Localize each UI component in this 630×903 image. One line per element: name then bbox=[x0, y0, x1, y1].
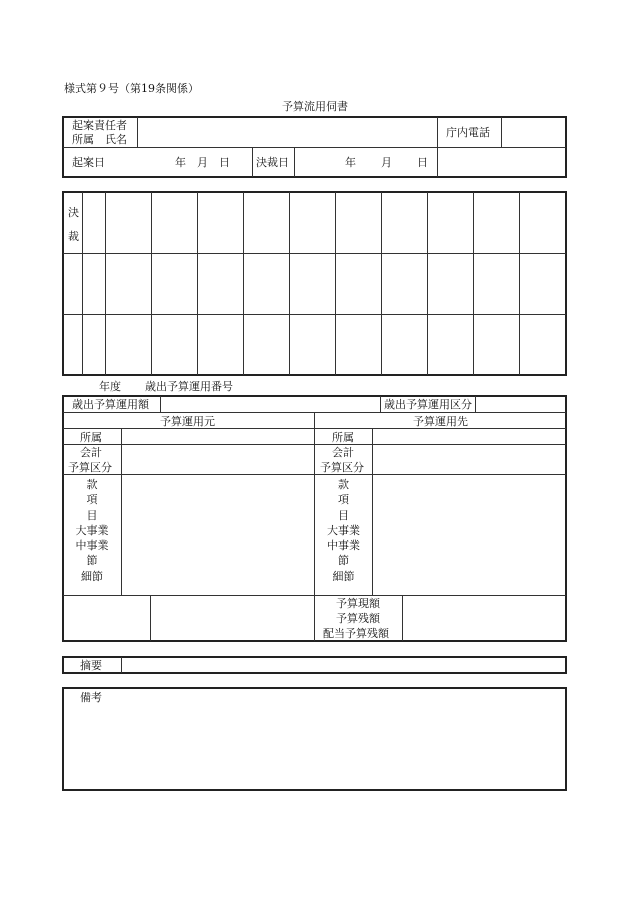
phone-right-divider bbox=[501, 117, 502, 147]
allocated-remaining-label: 配当予算残額 bbox=[323, 627, 389, 640]
header-row-divider bbox=[63, 428, 566, 429]
dest-label-divider bbox=[372, 429, 373, 595]
remarks-label: 備考 bbox=[80, 691, 102, 704]
draft-date-fields[interactable]: 年 月 日 bbox=[175, 156, 230, 169]
approval-col bbox=[289, 192, 290, 375]
source-dept-divider bbox=[63, 444, 314, 445]
drafter-label-line2: 所属 氏名 bbox=[72, 133, 127, 146]
dest-items-field[interactable] bbox=[374, 476, 565, 594]
dest-category-divider bbox=[315, 474, 566, 475]
amount-label: 歳出予算運用額 bbox=[72, 398, 149, 411]
dest-item-setsu: 節 bbox=[338, 554, 349, 568]
decision-label-divider bbox=[294, 148, 295, 177]
decision-month[interactable]: 月 bbox=[381, 156, 392, 169]
source-account-field[interactable] bbox=[123, 446, 313, 473]
source-items-field[interactable] bbox=[123, 476, 313, 594]
fiscal-year-label: 年度 bbox=[99, 380, 121, 393]
approval-col bbox=[381, 192, 382, 375]
source-category-divider bbox=[63, 474, 314, 475]
dest-dept-field[interactable] bbox=[374, 430, 565, 443]
remarks-box[interactable] bbox=[62, 687, 567, 791]
dest-item-saisetsu: 細節 bbox=[332, 569, 355, 583]
budget-number-label: 歳出予算運用番号 bbox=[145, 380, 233, 393]
source-account-label: 会計 bbox=[80, 446, 102, 459]
source-label-divider bbox=[121, 429, 122, 595]
approval-col bbox=[473, 192, 474, 375]
approval-row-divider-2 bbox=[63, 314, 566, 315]
draft-date-label: 起案日 bbox=[72, 156, 105, 169]
source-budget-category-label: 予算区分 bbox=[68, 461, 112, 474]
dest-item-medium-project: 中事業 bbox=[327, 539, 360, 553]
amount-label-divider bbox=[160, 396, 161, 412]
budget-remaining-label: 予算残額 bbox=[336, 612, 380, 625]
category-left-divider bbox=[380, 396, 381, 412]
source-dept-label: 所属 bbox=[80, 431, 102, 444]
drafter-label-line1: 起案責任者 bbox=[72, 119, 127, 132]
dest-account-label: 会計 bbox=[332, 446, 354, 459]
approval-col bbox=[519, 192, 520, 375]
form-title: 予算流用伺書 bbox=[282, 100, 348, 113]
summary-label: 摘要 bbox=[80, 659, 102, 672]
phone-left-divider bbox=[437, 117, 438, 177]
source-item-setsu: 節 bbox=[86, 554, 98, 568]
source-header: 予算運用元 bbox=[160, 415, 215, 428]
budget-current-label: 予算現額 bbox=[336, 597, 380, 610]
source-dept-field[interactable] bbox=[123, 430, 313, 443]
amount-field[interactable] bbox=[162, 397, 378, 411]
dest-dept-divider bbox=[315, 444, 566, 445]
bottom-mid-divider bbox=[314, 596, 315, 641]
drafter-name-field[interactable] bbox=[139, 118, 436, 146]
dest-header: 予算運用先 bbox=[413, 415, 468, 428]
budget-amounts-field[interactable] bbox=[404, 597, 565, 640]
source-items bbox=[63, 477, 121, 584]
dest-budget-category-label: 予算区分 bbox=[320, 461, 364, 474]
decision-day[interactable]: 日 bbox=[417, 156, 428, 169]
category-label: 歳出予算運用区分 bbox=[384, 398, 472, 411]
approval-col bbox=[335, 192, 336, 375]
dest-items bbox=[315, 477, 372, 584]
dest-item-kou: 項 bbox=[338, 493, 349, 507]
approval-label-char2: 裁 bbox=[68, 230, 79, 243]
dest-dept-label: 所属 bbox=[332, 431, 354, 444]
approval-col bbox=[243, 192, 244, 375]
phone-label: 庁内電話 bbox=[446, 126, 490, 139]
approval-col bbox=[151, 192, 152, 375]
source-item-large-project: 大事業 bbox=[75, 523, 109, 537]
approval-label-char1: 決 bbox=[68, 206, 79, 219]
approval-col bbox=[427, 192, 428, 375]
approval-col bbox=[105, 192, 106, 375]
category-field[interactable] bbox=[477, 397, 565, 411]
approval-row-divider-1 bbox=[63, 253, 566, 254]
decision-year[interactable]: 年 bbox=[345, 156, 356, 169]
dest-item-kan: 款 bbox=[338, 478, 349, 491]
bottom-left-divider bbox=[150, 596, 151, 641]
source-item-moku: 目 bbox=[86, 508, 98, 522]
approval-table bbox=[62, 191, 567, 376]
summary-field[interactable] bbox=[123, 658, 565, 672]
dest-item-moku: 目 bbox=[338, 508, 349, 522]
phone-field[interactable] bbox=[503, 118, 565, 146]
dest-account-field[interactable] bbox=[374, 446, 565, 473]
category-right-divider bbox=[475, 396, 476, 412]
drafter-label-divider bbox=[137, 117, 138, 147]
dest-item-large-project: 大事業 bbox=[327, 523, 360, 537]
approval-col bbox=[82, 192, 83, 375]
source-item-medium-project: 中事業 bbox=[75, 539, 109, 553]
summary-label-divider bbox=[121, 657, 122, 673]
source-item-kan: 款 bbox=[86, 478, 98, 491]
form-number: 様式第９号（第19条関係） bbox=[64, 82, 199, 95]
source-item-kou: 項 bbox=[86, 493, 98, 507]
decision-date-label: 決裁日 bbox=[256, 156, 289, 169]
drafter-table-divider bbox=[63, 147, 566, 148]
bottom-label-divider bbox=[402, 596, 403, 641]
decision-left-divider bbox=[252, 148, 253, 177]
approval-col bbox=[197, 192, 198, 375]
source-item-saisetsu: 細節 bbox=[81, 569, 103, 583]
